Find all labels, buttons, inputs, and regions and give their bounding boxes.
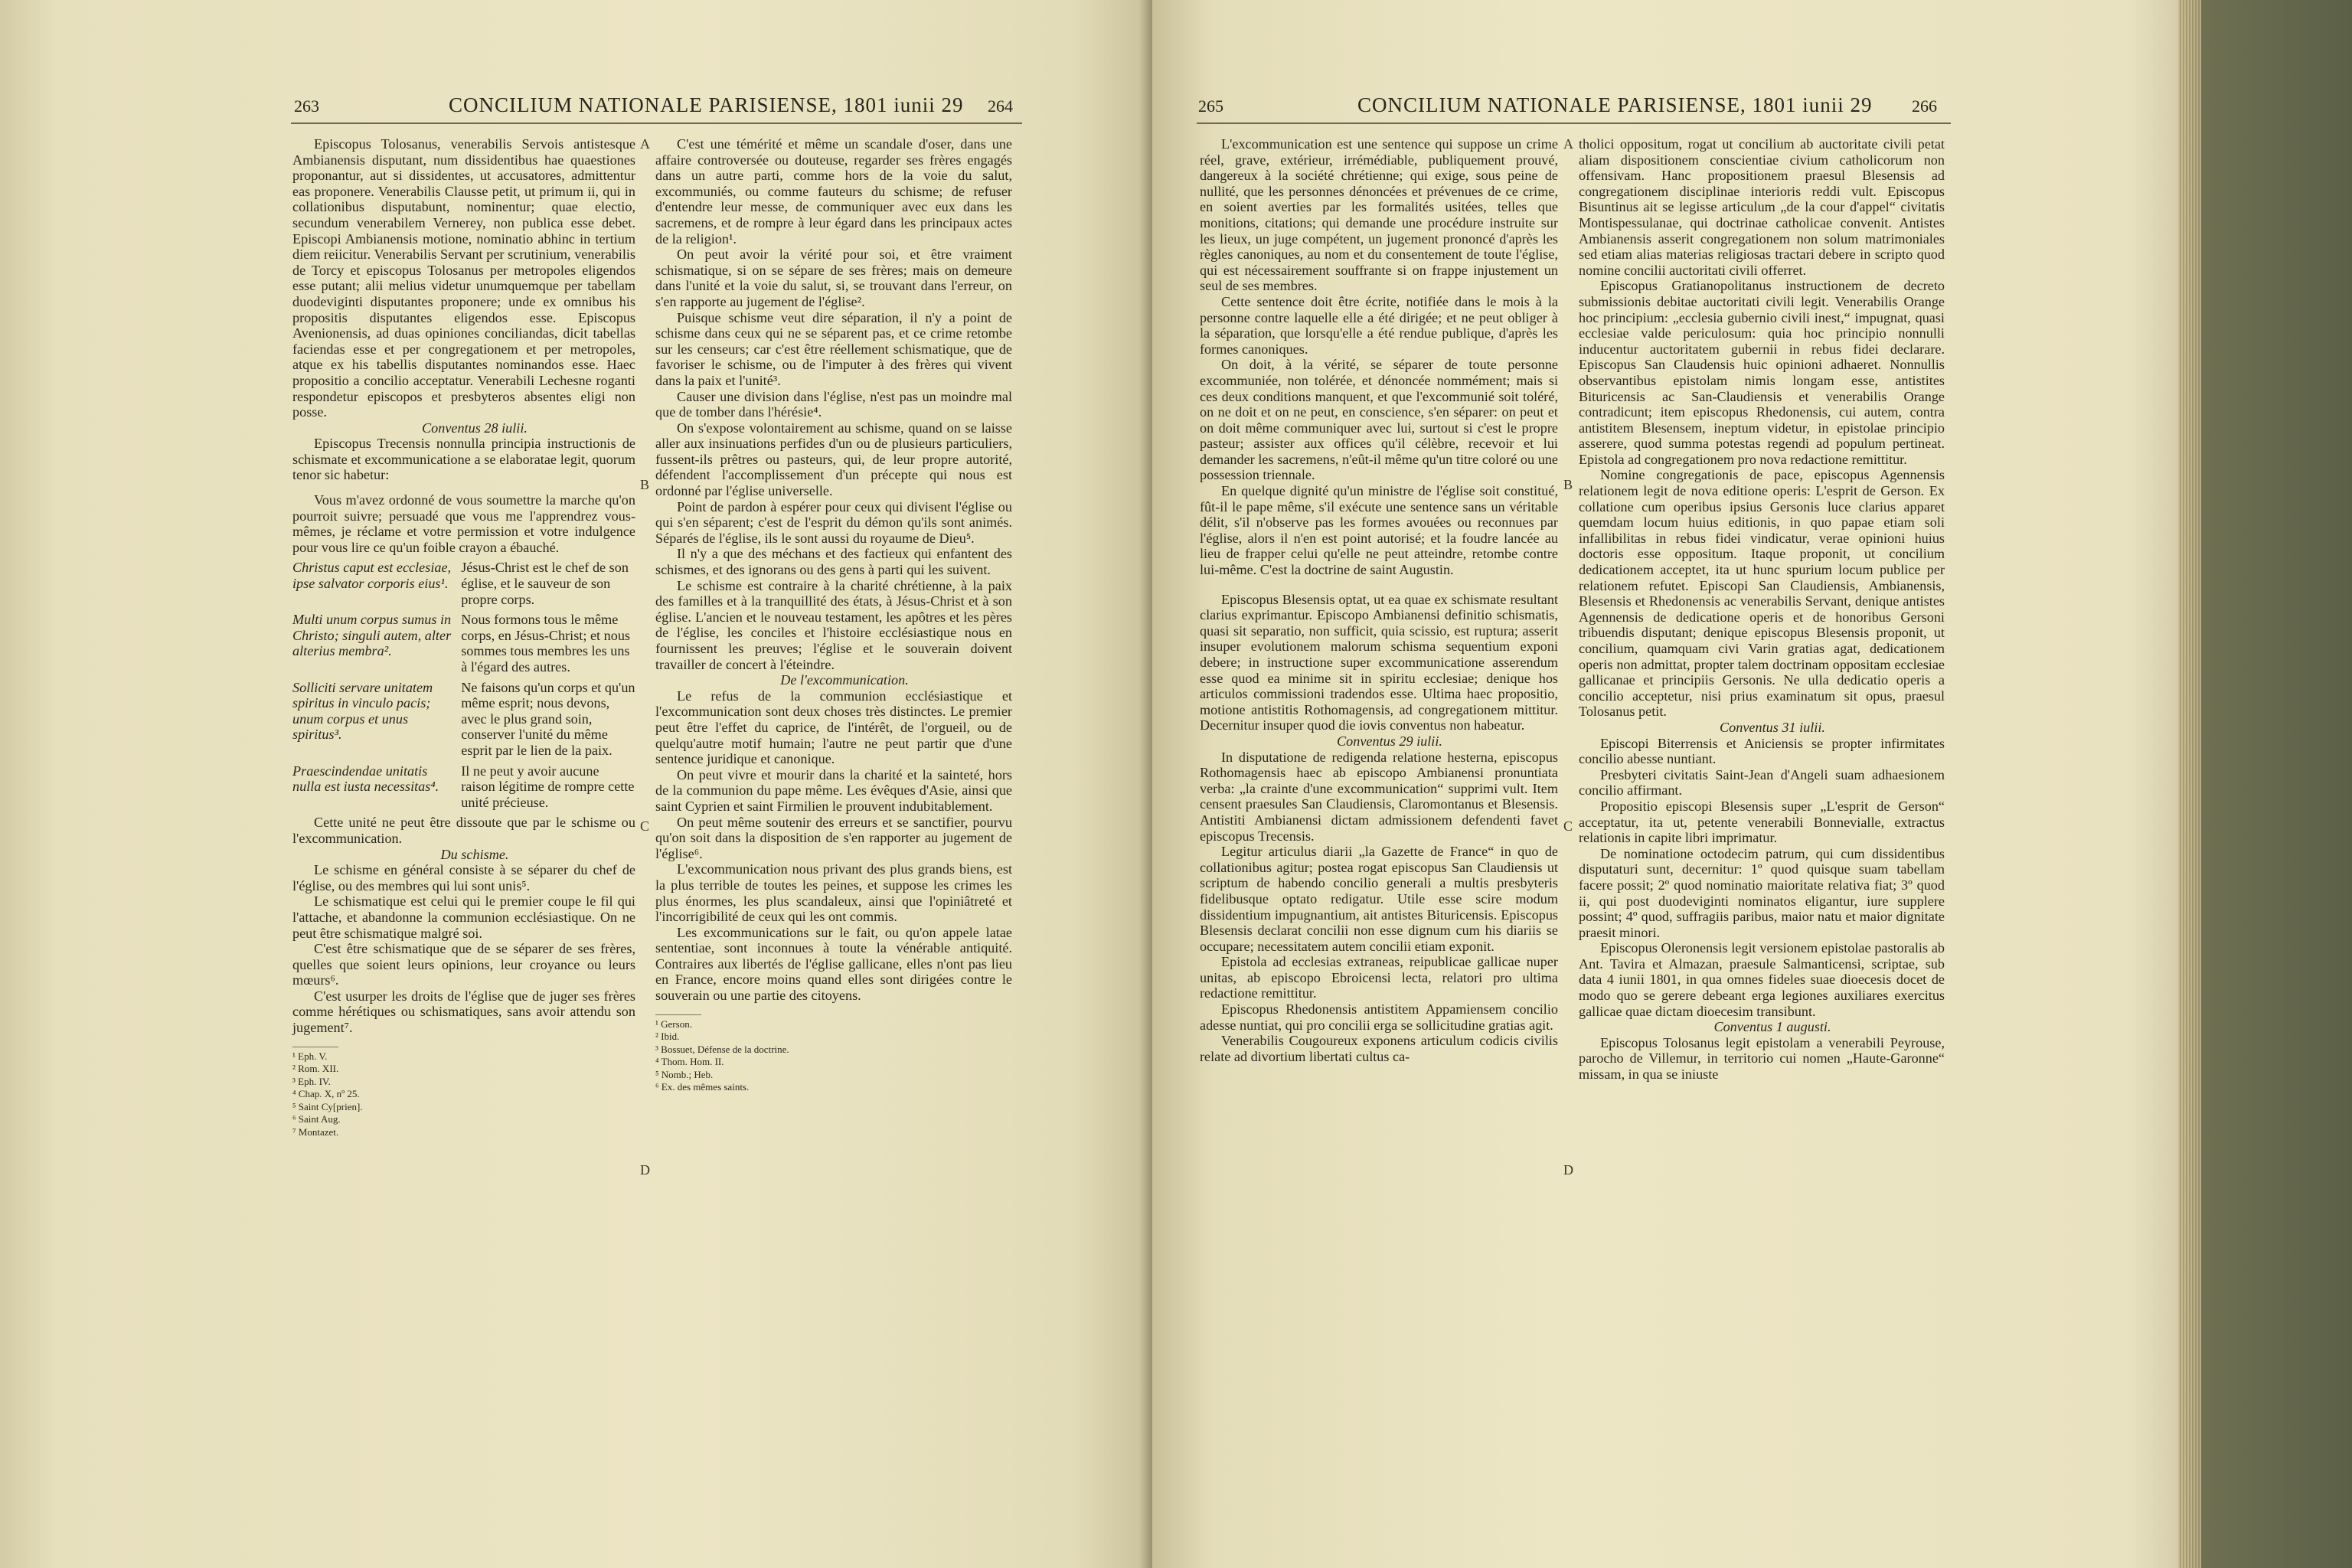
paragraph: Nomine congregationis de pace, episcopus Agennensis relationem legit de nova editione operis: L'esprit de Gerson. Ex collatione cum operibus ipsius Gersonis luce clarius apparet quemdam locum huius editionis, in quo papae etiam soli infallibilitas in rebus fidei vindicatur, verae opinioni huius doctoris esse oppositum. Itaque proponit, ut concilium dedicationem acceptet, ita ut hunc spurium locum publice per relationem refutet. Episcopi San Claudiensis, Ambianensis, Blesensis et Rhedonensis ac venerabilis Servant, denique antistes Agennensis de dedicatione operis et de honoribus Gersoni tribuendis disputant; denique episcopus Blesensis proponit, ut concilium, quamquam civi Varin gratias agat, dedicationem operis non admittat, propter talem doctrinam oppositam ecclesiae gallicanae et principiis Gersonis. Ne ulla dedicatio operis a concilio acceptetur, nisi prius examinatum sit opus, praesul Tolosanus petit.	[1579, 467, 1945, 720]
footnote: ² Rom. XII.	[292, 1063, 339, 1075]
scripture-parallel	[292, 612, 635, 675]
paragraph: Presbyteri civitatis Saint-Jean d'Angeli suam adhaesionem concilio affirmant.	[1579, 766, 1945, 799]
paragraph: En quelque dignité qu'un ministre de l'église soit constitué, fût-il le pape même, s'il exécute une sentence sans un véritable délit, s'il n'observe pas les formes avouées ou reconnues par l'église, alors il n'en est point autorisé; et la foudre lancée au lieu de frapper celui qu'elle ne peut atteindre, retombe contre lui-même. C'est la doctrine de saint Augustin.	[1200, 483, 1558, 578]
paragraph: On peut avoir la vérité pour soi, et être vraiment schismatique, si on se sépare de ses frères; mais on demeure dans l'unité et la voie du salut, si, se trouvant dans l'erreur, on s'en rapporte au jugement de l'église².	[655, 247, 1012, 309]
page-number-266: 266	[1912, 96, 1937, 116]
right-page	[1152, 0, 2178, 1568]
footnote: ⁴ Chap. X, nº 25.	[292, 1088, 360, 1100]
paragraph: Cette sentence doit être écrite, notifiée dans le mois à la personne contre laquelle elle a été dirigée; et ne peut obliger à la séparation, que lorsqu'elle a été rendue publique, d'après les formes canoniques.	[1200, 293, 1558, 357]
paragraph: L'excommunication est une sentence qui suppose un crime réel, grave, extérieur, irrémédiable, publiquement prouvé, dangereux à la société chrétienne; qui exige, sous peine de nullité, que les personnes dénoncées et prévenues de ce crime, en soient averties par les formalités usitées, telles que monitions, citations; qui demande une procédure instruite sur les lieux, un juge compétent, un jugement prononcé d'après les règles canoniques, au nom et du consentement de toute l'église, qui est nécessairement souffrante si on frappe injustement un seul de ses membres.	[1200, 136, 1558, 294]
header-rule	[1197, 122, 1951, 124]
paragraph: On peut vivre et mourir dans la charité et la sainteté, hors de la communion du pape même. Les évêques d'Asie, ainsi que saint Cyprien et saint Firmilien le prouvent indubitablement.	[655, 766, 1012, 814]
footnote: ⁶ Saint Aug.	[292, 1113, 341, 1125]
french-text: Il ne peut y avoir aucune raison légitime de rompre cette unité précieuse.	[461, 763, 635, 810]
left-column-1	[292, 136, 635, 1138]
running-title-right: CONCILIUM NATIONALE PARISIENSE, 1801 iunii 29	[1357, 93, 1873, 116]
latin-text: Christus caput est ecclesiae, ipse salvator corporis eius¹.	[292, 560, 452, 592]
footnote: ² Ibid.	[655, 1031, 680, 1043]
paragraph: Le schismatique est celui qui le premier coupe le fil qui l'attache, et abandonne la communion ecclésiastique. On ne peut être schismatique malgré soi.	[292, 893, 635, 941]
paragraph: On doit, à la vérité, se séparer de toute personne excommuniée, non tolérée, et dénoncée nommément; mais si ces deux conditions manquent, et que l'excommunié soit toléré, on ne doit et on ne peut, en conscience, s'en séparer: on peut et on doit même communiquer avec lui, surtout si c'est le propre pasteur; assister aux offices qu'il célèbre, recevoir et lui demander les sacremens, n'eût-il même qu'un titre coloré ou une possession triennale.	[1200, 357, 1558, 483]
paragraph: In disputatione de redigenda relatione hesterna, episcopus Rothomagensis haec ab episcopo Ambianensi pronuntiata verba: „la crainte d'une excommunication“ supprimi vult. Item censent praesules San Claudiensis, Claromontanus et Blesensis. Antistiti Ambianensi dictam admissionem defendenti favet episcopus Trecensis.	[1200, 749, 1558, 844]
paragraph: De nominatione octodecim patrum, qui cum dissidentibus disputaturi sunt, decernitur: 1º quod quisque suam tabellam facere possit; 2º quod nominatio maioritate relativa fiat; 3º quod ii, qui post duodeviginti nominatos eligantur, iure supplere possint; 4º quod, suffragiis paribus, maior natu et maior dignitate praesit minori.	[1579, 845, 1945, 940]
footnotes	[292, 1050, 635, 1139]
page-number-265: 265	[1198, 96, 1223, 116]
paragraph: L'excommunication nous privant des plus grands biens, est la plus terrible de toutes les peines, et suppose les crimes les plus énormes, les plus scandaleux, ainsi que l'opiniâtreté et l'incorrigibilité de ceux qui les ont commis.	[655, 861, 1012, 925]
paragraph: Propositio episcopi Blesensis super „L'esprit de Gerson“ acceptatur, ita ut, petente venerabili Bonnevialle, extractus relationis in capite libri imprimatur.	[1579, 798, 1945, 846]
scripture-parallel	[292, 763, 635, 811]
margin-letter: A	[640, 136, 650, 152]
paragraph: tholici oppositum, rogat ut concilium ab auctoritate civili petat aliam dispositionem conscientiae civium catholicorum non offensivam. Hanc propositionem praesul Blesensis ad congregationem disciplinae interioris reddi vult. Episcopus Bisuntinus ait se legisse articulum „de la cour d'appel“ civitatis Montispessulanae, qui doctrinae catholicae convenit. Antistes Ambianensis asserit congregationem non solum matrimoniales sed etiam alias materias religiosas tractari debere in scripto quod nomine concilii auctoritati civili offerret.	[1579, 136, 1945, 278]
paragraph: C'est une témérité et même un scandale d'oser, dans une affaire controversée ou douteuse, regarder ses frères engagés dans un autre parti, comme hors de la voie du salut, excommuniés, ou comme fauteurs du schisme; de refuser d'entendre leur messe, de communiquer avec eux dans les sacremens, et de rompre à leur égard dans les principaux actes de la religion¹.	[655, 136, 1012, 247]
paragraph: Episcopus Trecensis nonnulla principia instructionis de schismate et excommunicatione a se elaboratae legit, quorum tenor sic habetur:	[292, 436, 635, 483]
paragraph: Le schisme est contraire à la charité chrétienne, à la paix des familles et à la tranquillité des états, à Jésus-Christ et à son église. L'ancien et le nouveau testament, les apôtres et les pères de l'église, les conciles et l'histoire ecclésiastique nous en fournissent les preuves; l'église et le souverain doivent travailler de concert à l'éteindre.	[655, 577, 1012, 672]
section-heading: Conventus 31 iulii.	[1720, 719, 1825, 735]
footnote: ¹ Gerson.	[655, 1018, 692, 1030]
section-heading: Du schisme.	[440, 846, 509, 862]
footnote: ⁵ Nomb.; Heb.	[655, 1068, 714, 1080]
paragraph: Legitur articulus diarii „la Gazette de France“ in quo de collationibus agitur; postea rogat episcopus San Claudiensis ut scriptum de habendo concilio generali a multis presbyteris fidelibusque optato redigatur. Utile esse scire modum dissidentium impugnantium, ait antistes Bituricensis. Episcopus Blesensis declarat concilii non esse dignum cum his diariis se occupare; necessitatem autem concilii etiam exponit.	[1200, 844, 1558, 954]
left-page	[0, 0, 1152, 1568]
margin-letter: A	[1563, 136, 1573, 152]
margin-letter: D	[640, 1162, 650, 1178]
scripture-parallel	[292, 560, 635, 607]
section-heading: De l'excommunication.	[780, 672, 909, 688]
section-heading: Conventus 1 augusti.	[1713, 1019, 1831, 1035]
latin-text: Multi unum corpus sumus in Christo; singuli autem, alter alterius membra².	[292, 612, 452, 659]
page-number-264: 264	[988, 96, 1013, 116]
latin-text: Praescindendae unitatis nulla est iusta necessitas⁴.	[292, 763, 439, 795]
margin-letter: C	[1563, 818, 1573, 834]
paragraph: Episcopi Biterrensis et Aniciensis se propter infirmitates concilio abesse nuntiant.	[1579, 735, 1945, 767]
paragraph: C'est usurper les droits de l'église que de juger ses frères comme hérétiques ou schismatiques, sans avoir attendu son jugement⁷.	[292, 988, 635, 1036]
paragraph: Le refus de la communion ecclésiastique et l'excommunication sont deux choses très distinctes. Le premier peut être l'effet du caprice, de l'intérêt, de l'orgueil, ou de quelqu'autre motif humain; l'autre ne peut partir que d'une sentence juridique et canonique.	[655, 688, 1012, 767]
paragraph: Episcopus Oleronensis legit versionem epistolae pastoralis ab Ant. Tavira et Almazan, praesule Salmanticensi, scriptae, sub data 4 iunii 1801, in qua omnes fideles suae dioecesis docet de modo quo se gerere debeant erga legiones auxiliares exercitus gallicae quae dictam dioecesim transibunt.	[1579, 940, 1945, 1019]
footnote: ¹ Eph. V.	[292, 1050, 328, 1062]
paragraph: Episcopus Blesensis optat, ut ea quae ex schismate resultant clarius exprimantur. Episcopo Ambianensi definitio schismatis, quasi sit separatio, non sufficit, quia scissio, est ruptura; asserit insuper evolutionem malorum schisma sequentium exponi debere; in instructione super excommunicatione asserendum esse quod ea minime sit in spiritu ecclesiae; denique hos articulos commissioni tradendos esse. Ultima haec propositio, motione antistitis Rothomagensis, ad congregationem mittitur. Decernitur insuper quod die iovis conventus non habeatur.	[1200, 591, 1558, 733]
footnote: ³ Bossuet, Défense de la doctrine.	[655, 1043, 789, 1055]
latin-text: Solliciti servare unitatem spiritus in vinculo pacis; unum corpus et unus spiritus³.	[292, 679, 433, 743]
paragraph: C'est être schismatique que de se séparer de ses frères, quelles que soient leurs opinions, leur croyance ou leurs mœurs⁶.	[292, 941, 635, 988]
footnote: ⁴ Thom. Hom. II.	[655, 1056, 724, 1068]
section-heading: Conventus 29 iulii.	[1337, 733, 1442, 749]
paragraph: Epistola ad ecclesias extraneas, reipublicae gallicae nuper unitas, ab episcopo Ebroicensi lecta, relatori pro ultima redactione remittitur.	[1200, 954, 1558, 1001]
right-column-2	[1579, 136, 1945, 1083]
french-text: Nous formons tous le même corps, en Jésus-Christ; et nous sommes tous membres les uns à l'égard des autres.	[461, 612, 630, 675]
paragraph: Vous m'avez ordonné de vous soumettre la marche qu'on pourroit suivre; persuadé que vous me l'apprendrez vous-mêmes, je réclame et votre permission et votre indulgence pour vous lire ce qu'un foible crayon a ébauché.	[292, 492, 635, 555]
scripture-parallel	[292, 680, 635, 759]
paragraph: On peut même soutenir des erreurs et se sanctifier, pourvu qu'on soit dans la disposition de s'en rapporter au jugement de l'église⁶.	[655, 814, 1012, 861]
left-column-2	[655, 136, 1012, 1094]
french-text: Jésus-Christ est le chef de son église, et le sauveur de son propre corps.	[461, 560, 629, 607]
footnote: ⁵ Saint Cy[prien].	[292, 1100, 363, 1112]
paragraph: Venerabilis Cougoureux exponens articulum codicis civilis relate ad divortium libertati cultus ca-	[1200, 1033, 1558, 1064]
footnote: ⁷ Montazet.	[292, 1125, 339, 1138]
book-page-edges	[2178, 0, 2352, 1568]
paragraph: Causer une division dans l'église, n'est pas un moindre mal que de tomber dans l'hérésie⁴.	[655, 388, 1012, 420]
paragraph: Episcopus Gratianopolitanus instructionem de decreto submissionis debitae auctoritati civili legit. Venerabilis Orange hoc principium: „ecclesia gubernio civili inest,“ impugnat, quasi ecclesiae valde periculosum: quia hoc principio nonnulli inducentur auctoritatem gubernii in rebus fidei declarare. Episcopus San Claudensis huic opinioni adhaeret. Nonnullis observantibus epistolam nimis longam esse, antistites Bituricensis ac San-Claudiensis et venerabilis Orange contradicunt; item episcopus Rhedonensis, cui autem, contra antistitem Blesensem, ineptum videtur, in epistolae principio asserere, quod summa potestas regendi ad populum pertineat. Epistola ad congregationem pro nova redactione remittitur.	[1579, 278, 1945, 467]
section-heading: Conventus 28 iulii.	[422, 420, 528, 436]
right-column-1	[1200, 136, 1558, 1064]
margin-letter: B	[640, 477, 650, 492]
paragraph: Point de pardon à espérer pour ceux qui divisent l'église ou qui s'en séparent; c'est de l'esprit du démon qu'ils sont animés. Séparés de l'église, ils le sont aussi du royaume de Dieu⁵.	[655, 498, 1012, 546]
footnote: ⁶ Ex. des mêmes saints.	[655, 1081, 750, 1093]
paragraph: Puisque schisme veut dire séparation, il n'y a point de schisme dans ceux qui ne se séparent pas, et ce crime retombe sur les censeurs; car c'est être réellement schismatique, que de favoriser le schisme, ou de l'imputer à des frères qui vivent dans la paix et l'unité³.	[655, 309, 1012, 388]
paragraph: Le schisme en général consiste à se séparer du chef de l'église, ou des membres qui lui sont unis⁵.	[292, 862, 635, 893]
margin-letter: D	[1563, 1162, 1573, 1178]
paragraph: Les excommunications sur le fait, ou qu'on appele latae sententiae, sont inconnues à toute la vénérable antiquité. Contraires aux libertés de l'église gallicane, elles n'ont pas lieu en France, encore moins quand elles sont dirigées contre le souverain ou une partie des citoyens.	[655, 924, 1012, 1004]
paragraph: Il n'y a que des méchans et des factieux qui enfantent des schismes, et des ignorans ou des gens à parti qui les suivent.	[655, 546, 1012, 578]
footnotes	[655, 1018, 1012, 1094]
margin-letter: C	[640, 818, 650, 834]
page-number-263: 263	[294, 96, 319, 116]
page-edge-lines	[2178, 0, 2201, 1568]
margin-letter: B	[1563, 477, 1573, 492]
footnote: ³ Eph. IV.	[292, 1075, 331, 1087]
paragraph: Episcopus Tolosanus, venerabilis Servois antistesque Ambianensis disputant, num dissidentibus hae quaestiones proponantur, aut si dissidentes, ut accusatores, admittentur eas proponere. Venerabilis Clausse petit, ut primum ii, qui in collationibus disputabunt, nominentur; quae electio, secundum venerabilem Vernerey, non publica esse debet. Episcopi Ambianensis motione, nominatio abhinc in tertium diem reiicitur. Venerabilis Servant per scrutinium, venerabilis de Torcy et episcopus Tolosanus per metropoles eligendos esse putant; alii melius videtur unumquemque per tabellam duodeviginti disputantes proponere; unde ex omnibus his propositis disputantes eligendos esse. Episcopus Avenionensis, ad duas opiniones conciliandas, dicit tabellas faciendas esse et per congregationem et per metropoles, atque ex his tabellis disputantes nominandos esse. Haec propositio a concilio acceptatur. Venerabili Lechesne roganti respondetur episcopos et presbyteros absentes eligi non posse.	[292, 136, 635, 420]
header-rule	[291, 122, 1022, 124]
paragraph: Cette unité ne peut être dissoute que par le schisme ou l'excommunication.	[292, 815, 635, 846]
paragraph: On s'expose volontairement au schisme, quand on se laisse aller aux insinuations perfides d'un ou de plusieurs particuliers, fussent-ils prêtres ou pasteurs, qui, de leur propre autorité, défendent l'accomplissement d'un précepte qui nous est ordonné par l'église universelle.	[655, 420, 1012, 499]
running-title-left: CONCILIUM NATIONALE PARISIENSE, 1801 iunii 29	[449, 93, 964, 116]
paragraph: Episcopus Tolosanus legit epistolam a venerabili Peyrouse, parocho de Villemur, in territorio cui nomen „Haute-Garonne“ missam, in qua se iniuste	[1579, 1034, 1945, 1083]
french-text: Ne faisons qu'un corps et qu'un même esprit; nous devons, avec le plus grand soin, conserver l'unité du même esprit par le lien de la paix.	[461, 679, 635, 758]
paragraph: Episcopus Rhedonensis antistitem Appamiensem concilio adesse nuntiat, qui pro concilii erga se sollicitudine gratias agit.	[1200, 1001, 1558, 1033]
